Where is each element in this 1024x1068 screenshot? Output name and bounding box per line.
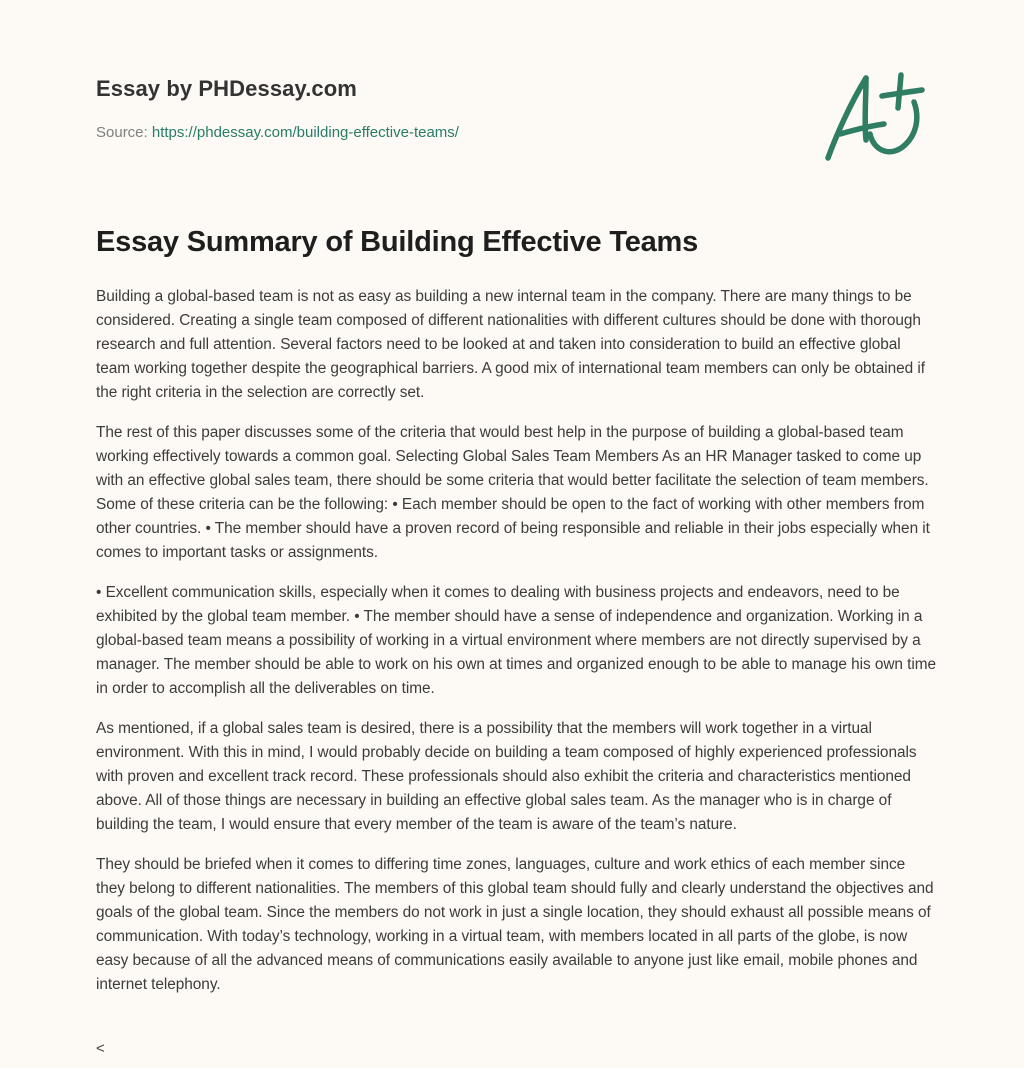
source-label: Source: [96, 124, 152, 141]
paragraph: The rest of this paper discusses some of the criteria that would best help in the purpose of building a global-based team working effectively towards a common goal. Selecting Global Sales Team Members As an HR Manager tasked to come up with an effective global sales team, there should be some criteria that would better facilitate the selection of team members. Some of these criteria can be the following: • Each member should be open to the fact of working with other members from other countries. • The member should have a proven record of being responsible and reliable in their jobs especially when it comes to important tasks or assignments. [96, 424, 930, 561]
article-body [96, 285, 936, 1013]
paragraph: They should be briefed when it comes to differing time zones, languages, culture and work ethics of each member since they belong to different nationalities. The members of this global team should fully and clearly understand the objectives and goals of the global team. Since the members do not work in just a single location, they should exhaust all possible means of communication. With today’s technology, working in a virtual team, with members located in all parts of the globe, is now easy because of all the advanced means of communications easily available to anyone just like email, mobile phones and internet telephony. [96, 856, 934, 993]
previous-page-link[interactable]: < [96, 1040, 105, 1057]
source-link[interactable]: https://phdessay.com/building-effective-teams/ [151, 124, 459, 141]
a-plus-grade-icon [822, 66, 932, 166]
paragraph: Building a global-based team is not as easy as building a new internal team in the company. There are many things to be considered. Creating a single team composed of different nationalities with different cultures should be done with thorough research and full attention. Several factors need to be looked at and taken into consideration to build an effective global team working together despite the geographical barriers. A good mix of international team members can only be obtained if the right criteria in the selection are correctly set. [96, 288, 925, 401]
paragraph: As mentioned, if a global sales team is desired, there is a possibility that the members will work together in a virtual environment. With this in mind, I would probably decide on building a team composed of highly experienced professionals with proven and excellent track record. These professionals should also exhibit the criteria and characteristics mentioned above. All of those things are necessary in building an effective global sales team. As the manager who is in charge of building the team, I would ensure that every member of the team is aware of the team’s nature. [96, 720, 917, 833]
paragraph: • Excellent communication skills, especially when it comes to dealing with business projects and endeavors, need to be exhibited by the global team member. • The member should have a sense of independence and organization. Working in a global-based team means a possibility of working in a virtual environment where members are not directly supervised by a manager. The member should be able to work on his own at times and organized enough to be able to manage his own time in order to accomplish all the deliverables on time. [96, 584, 937, 697]
page-header [96, 0, 936, 190]
site-title: Essay by PHDessay.com [96, 76, 357, 101]
page-title: Essay Summary of Building Effective Teams [96, 226, 699, 258]
source-line [96, 124, 459, 141]
